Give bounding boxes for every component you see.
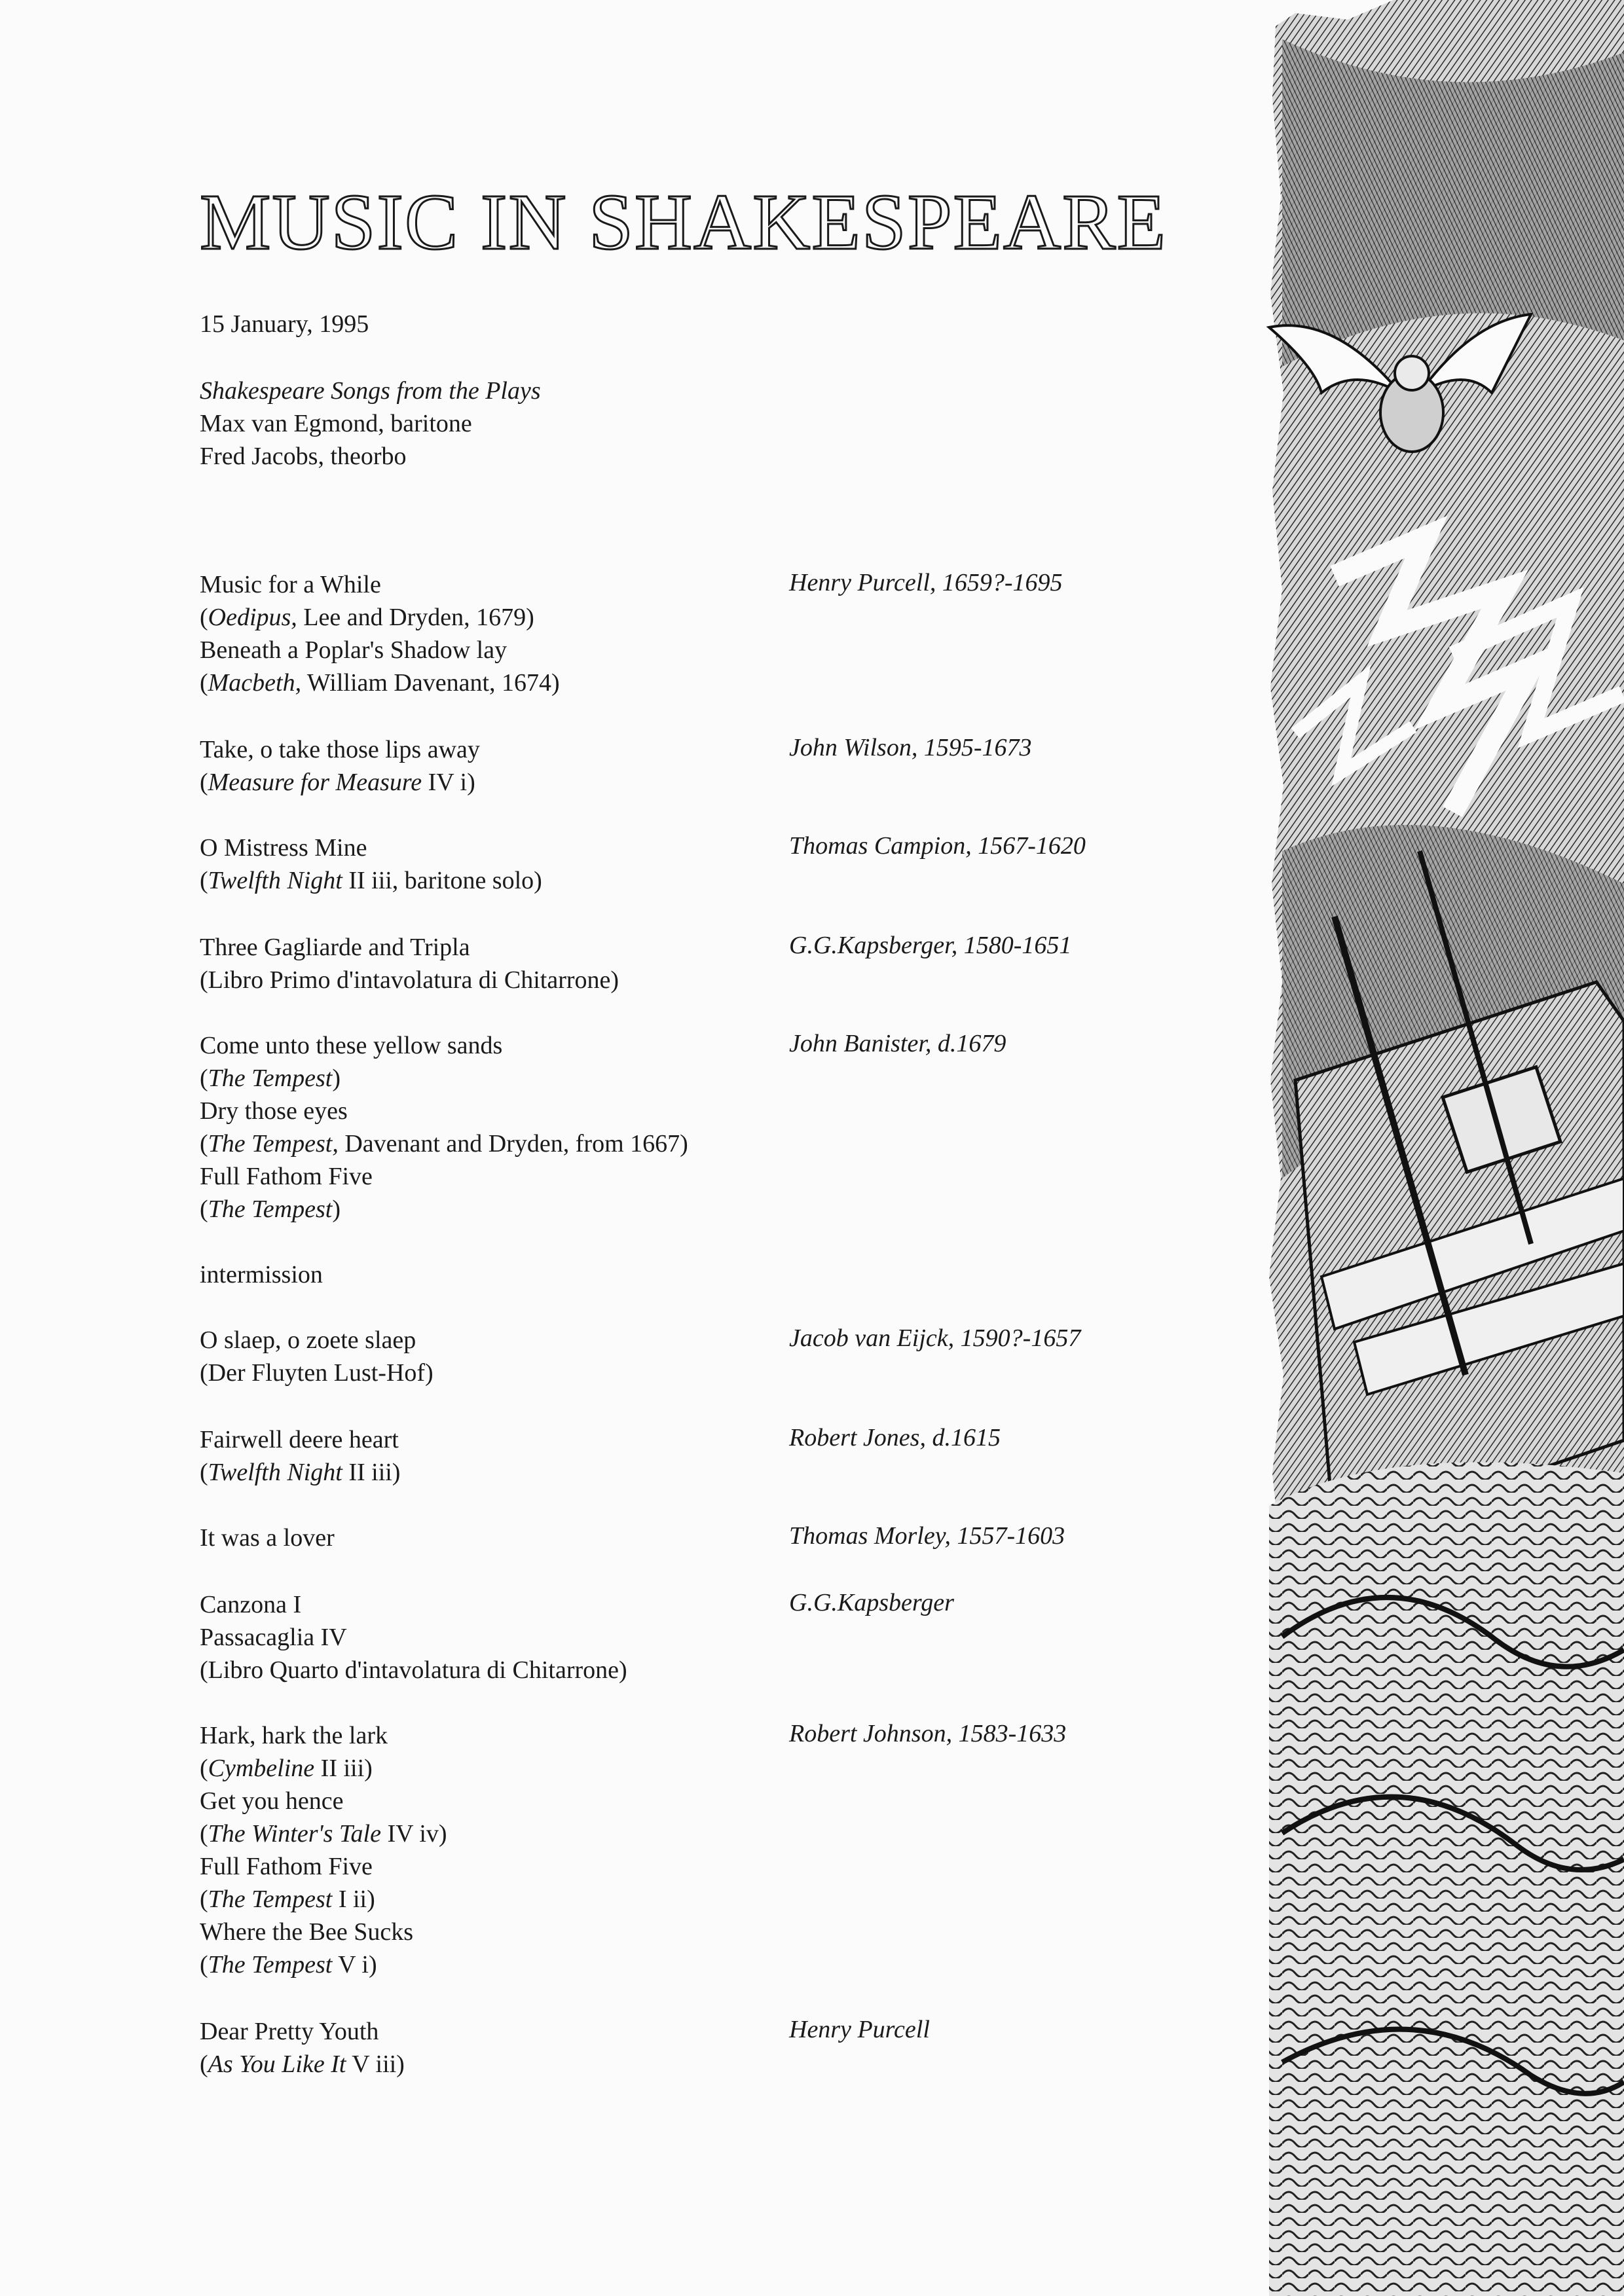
composer: G.G.Kapsberger [789,1589,954,1616]
piece-source: (The Tempest) [200,1065,341,1092]
composer: Thomas Campion, 1567-1620 [789,832,1086,860]
piece-title: Where the Bee Sucks [200,1918,414,1946]
piece-title: O Mistress Mine [200,834,367,862]
page-title: MUSIC IN SHAKESPEARE [200,178,1168,266]
piece-title: Dry those eyes [200,1097,348,1125]
piece-source: (Twelfth Night II iii) [200,1459,401,1486]
composer: Robert Johnson, 1583-1633 [789,1720,1067,1747]
composer: John Banister, d.1679 [789,1030,1006,1057]
piece-title: Three Gagliarde and Tripla [200,934,470,961]
piece-title: Beneath a Poplar's Shadow lay [200,636,507,664]
piece-source: (Libro Primo d'intavolatura di Chitarrone) [200,966,619,994]
piece-source: (Oedipus, Lee and Dryden, 1679) [200,604,534,631]
composer: Henry Purcell [789,2016,930,2043]
piece-title: Music for a While [200,571,381,598]
concert-date: 15 January, 1995 [200,310,369,338]
piece-source: (The Tempest) [200,1195,341,1223]
piece-source: (Macbeth, William Davenant, 1674) [200,669,560,697]
piece-title: Canzona I [200,1591,302,1618]
piece-source: (The Tempest, Davenant and Dryden, from 1667) [200,1130,688,1157]
composer: G.G.Kapsberger, 1580-1651 [789,932,1072,959]
piece-title: Take, o take those lips away [200,736,480,763]
piece-source: (The Tempest I ii) [200,1886,375,1913]
intermission-label: intermission [200,1261,323,1288]
performer: Max van Egmond, baritone [200,410,472,437]
composer: Robert Jones, d.1615 [789,1424,1001,1451]
piece-source: (Libro Quarto d'intavolatura di Chitarrone) [200,1656,627,1684]
piece-title: Passacaglia IV [200,1624,347,1651]
piece-source: (Measure for Measure IV i) [200,769,475,796]
program-subtitle: Shakespeare Songs from the Plays [200,377,541,405]
piece-source: (The Tempest V i) [200,1951,377,1978]
composer: John Wilson, 1595-1673 [789,734,1032,761]
piece-source: (Twelfth Night II iii, baritone solo) [200,867,542,894]
piece-title: O slaep, o zoete slaep [200,1326,416,1354]
piece-source: (The Winter's Tale IV iv) [200,1820,447,1848]
performer: Fred Jacobs, theorbo [200,443,407,470]
piece-source: (As You Like It V iii) [200,2050,405,2078]
piece-title: Full Fathom Five [200,1163,373,1190]
composer: Thomas Morley, 1557-1603 [789,1522,1065,1550]
piece-title: Full Fathom Five [200,1853,373,1880]
piece-title: Fairwell deere heart [200,1426,399,1453]
piece-title: Dear Pretty Youth [200,2018,379,2045]
piece-title: It was a lover [200,1524,335,1552]
piece-title: Come unto these yellow sands [200,1032,503,1059]
piece-title: Hark, hark the lark [200,1722,388,1749]
engraving-illustration [1256,0,1624,2296]
composer: Henry Purcell, 1659?-1695 [789,569,1063,596]
piece-title: Get you hence [200,1787,344,1815]
piece-source: (Der Fluyten Lust-Hof) [200,1359,434,1387]
composer: Jacob van Eijck, 1590?-1657 [789,1324,1081,1352]
piece-source: (Cymbeline II iii) [200,1755,373,1782]
